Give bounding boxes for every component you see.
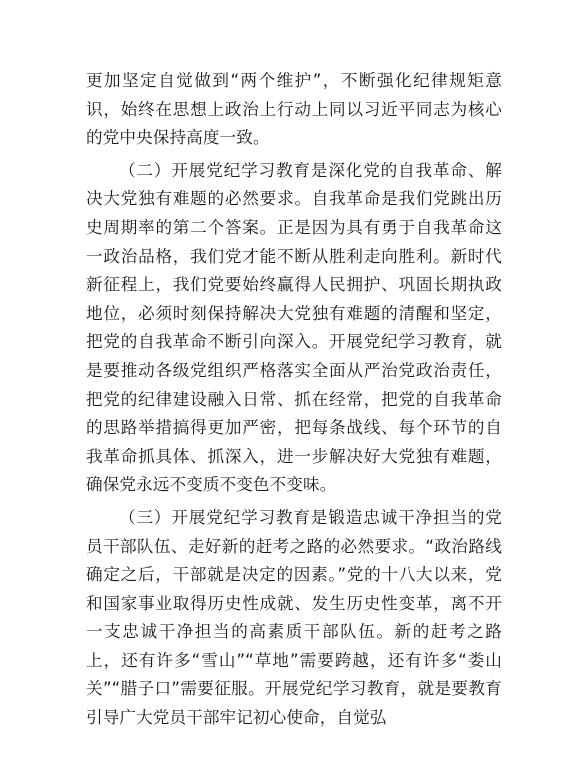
paragraph-continuation: 更加坚定自觉做到“两个维护”，不断强化纪律规矩意识，始终在思想上政治上行动上同以习近平同志为核心的党中央保持高度一致。 xyxy=(86,71,502,148)
paragraph-section-two: （二）开展党纪学习教育是深化党的自我革命、解决大党独有难题的必然要求。自我革命是我们党跳出历史周期率的第二个答案。正是因为具有勇于自我革命这一政治品格，我们党才能不断从胜利走向胜利。新时代新征程上，我们党要始终赢得人民拥护、巩固长期执政地位，必须时刻保持解决大党独有难题的清醒和坚定，把党的自我革命不断引向深入。开展党纪学习教育，就是要推动各级党组织严格落实全面从严治党政治责任，把党的纪律建设融入日常、抓在经常，把党的自我革命的思路举措搞得更加严密，把每条战线、每个环节的自我革命抓具体、抓深入，进一步解决好大党独有难题，确保党永远不变质不变色不变味。 xyxy=(86,160,502,495)
document-body xyxy=(86,67,502,733)
paragraph-section-three: （三）开展党纪学习教育是锻造忠诚干净担当的党员干部队伍、走好新的赶考之路的必然要求。“政治路线确定之后，干部就是决定的因素。”党的十八大以来，党和国家事业取得历史性成就、发生历史性变革，离不开一支忠诚干净担当的高素质干部队伍。新的赶考之路上，还有许多“雪山”“草地”需要跨越，还有许多“娄山关”“腊子口”需要征服。开展党纪学习教育，就是要教育引导广大党员干部牢记初心使命，自觉弘 xyxy=(86,507,502,728)
